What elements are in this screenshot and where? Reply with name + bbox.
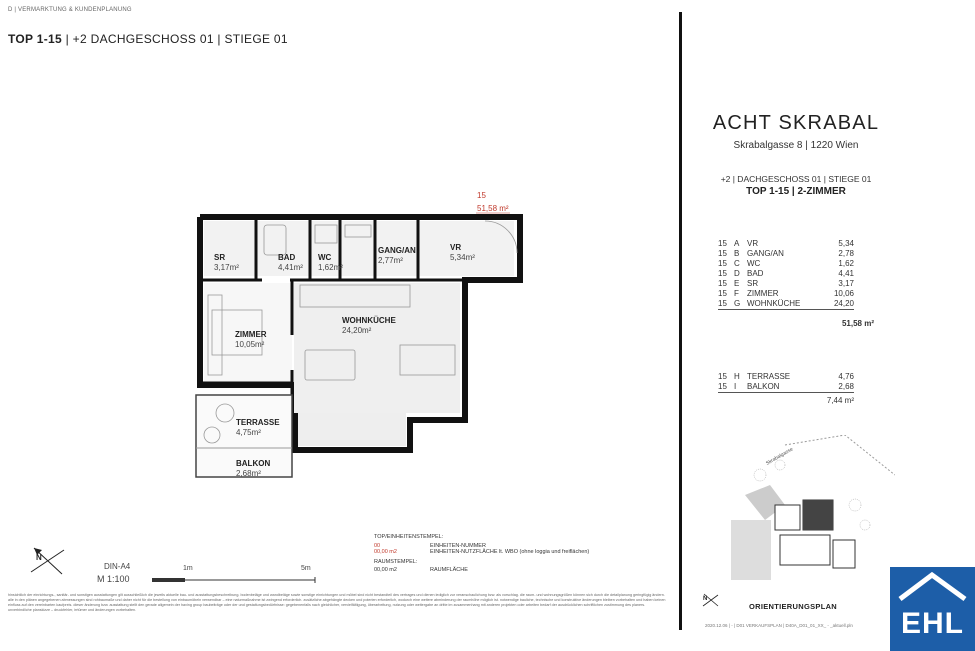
scale-bar-5m: 5m <box>301 565 311 572</box>
room-total: 51,58 m² <box>841 319 874 328</box>
table-row: 15 D BAD 4,41 <box>718 269 854 278</box>
house-roof-icon <box>890 567 975 607</box>
scale-ratio: M 1:100 <box>97 574 130 584</box>
room-label-balkon: BALKON <box>236 459 271 468</box>
document-title <box>8 32 288 46</box>
room-label-terrasse: TERRASSE <box>236 418 280 427</box>
stamp-text-3: RAUMFLÄCHE <box>430 567 468 573</box>
svg-text:N: N <box>703 596 708 602</box>
stamp-code-2: 00,00 m2 <box>374 549 397 555</box>
scale-bar-1m: 1m <box>183 565 193 572</box>
ehl-logo <box>890 567 975 651</box>
room-area-wc: 1,62m² <box>318 263 343 272</box>
unit-number-label: 15 <box>477 191 486 200</box>
stamp-title: TOP/EINHEITENSTEMPEL: <box>374 534 444 540</box>
logo-text: EHL <box>901 607 964 640</box>
table-row: 15 F ZIMMER 10,06 <box>718 289 854 298</box>
outdoor-table <box>718 372 854 393</box>
table-row: 15 B GANG/AN 2,78 <box>718 249 854 258</box>
disclaimer-text: hinsichtlich der einrichtungs-, sanitär- und sonstigen ausstattungen gilt ausschließlich die jeweils aktuelle bau- und ausstattungsbeschreibung. bodenbeläge und wandbeläge sowie sonstige einrichtungen und möbel sind nicht bestandteil des vertrages und dienen lediglich zur veranschaulichung bzw. als vorschlag. die raum- und wohnungsgrößen können sich durch die detailplanung geringfügig ändern. alle in den plänen angegebenen abmessungen sind rohbaumaße und daher nicht für die bestellung von einbaumöbeln verwendbar – eine naturmaßnahme ist zwingend erforderlich. zusätzliche abgehängte decken und poterien erforderlich, wodurch eine weitere abminderung der raumhöhe möglich ist. notwendige bauliche, technische und konstruktive änderungen bleiben vorbehalten und haben keinen einfluss auf den vereinbarten kaufpreis. dieser änderung bzw. ausstattung stellt den gerade allgemein der having group baubeiträge oder der und gestaltungsbedürfnisse: gegebenenfalls nach gleichlicher, vervielfältigung, überarbeitung, nutzung oder weitergabe an dritte im zusammenhang mit anderen projekten oder arbeiten bedarf der ausdrücklichen schriftlichen zustimmung des planers. unverbindliche planskizze – druckfehler, irrtümer und änderungen vorbehalten. <box>8 593 666 612</box>
room-label-zimmer: ZIMMER <box>235 330 267 339</box>
room-table <box>718 239 854 310</box>
room-area-vr: 5,34m² <box>450 253 475 262</box>
paper-size: DIN-A4 <box>104 562 131 571</box>
room-label-wc: WC <box>318 253 332 262</box>
project-address: Skrabalgasse 8 | 1220 Wien <box>733 140 859 151</box>
document-subtitle: D | VERMARKTUNG & KUNDENPLANUNG <box>8 7 132 13</box>
table-row: 15 G WOHNKÜCHE 24,20 <box>718 299 854 308</box>
room-area-terrasse: 4,75m² <box>236 428 261 437</box>
room-area-balkon: 2,68m² <box>236 469 261 478</box>
floor-plan <box>190 185 525 485</box>
table-row: 15 C WC 1,62 <box>718 259 854 268</box>
stamp-text-2: EINHEITEN-NUTZFLÄCHE lt. WBO (ohne loggia und freiflächen) <box>430 549 590 555</box>
room-area-wohnkueche: 24,20m² <box>342 326 372 335</box>
stamp-code-3: 00,00 m2 <box>374 567 397 573</box>
room-area-gang: 2,77m² <box>378 256 403 265</box>
project-floor: +2 | DACHGESCHOSS 01 | STIEGE 01 <box>720 174 872 184</box>
project-name: ACHT SKRABAL <box>712 112 880 134</box>
table-row: 15 E SR 3,17 <box>718 279 854 288</box>
table-row: 15 A VR 5,34 <box>718 239 854 248</box>
table-row: 15 I BALKON 2,68 <box>718 382 854 391</box>
stamp-code-1: 00 <box>374 543 381 549</box>
room-label-vr: VR <box>450 243 462 252</box>
unit-area-label: 51,58 m² <box>477 204 509 213</box>
room-area-zimmer: 10,05m² <box>235 340 265 349</box>
svg-text:N: N <box>36 553 42 562</box>
room-label-wohnkueche: WOHNKÜCHE <box>342 316 396 325</box>
unit-location: | +2 DACHGESCHOSS 01 | STIEGE 01 <box>62 32 288 46</box>
site-plan-label: ORIENTIERUNGSPLAN <box>748 602 838 611</box>
room-label-sr: SR <box>214 253 226 262</box>
site-plan <box>725 435 895 585</box>
project-unit: TOP 1-15 | 2-ZIMMER <box>746 186 846 197</box>
raum-title: RAUMSTEMPEL: <box>374 559 418 565</box>
room-area-bad: 4,41m² <box>278 263 303 272</box>
scale-bar <box>150 575 320 585</box>
vertical-divider <box>679 12 682 630</box>
table-row: 15 H TERRASSE 4,76 <box>718 372 854 381</box>
street-name: Skrabalgasse <box>765 446 795 467</box>
outdoor-total: 7,44 m² <box>826 396 854 405</box>
room-area-sr: 3,17m² <box>214 263 239 272</box>
unit-id: TOP 1-15 <box>8 32 62 46</box>
document-code: 2020.12.06 | - | D01 VERKAUFSPLAN | D40A_D01_01_XX_ - _aktuell.pln <box>705 623 853 628</box>
room-label-gang: GANG/AN <box>378 246 416 255</box>
stamp-legend <box>374 534 589 573</box>
room-label-bad: BAD <box>278 253 296 262</box>
stamp-text-1: EINHEITEN-NUMMER <box>430 543 486 549</box>
north-arrow-icon <box>26 540 70 580</box>
